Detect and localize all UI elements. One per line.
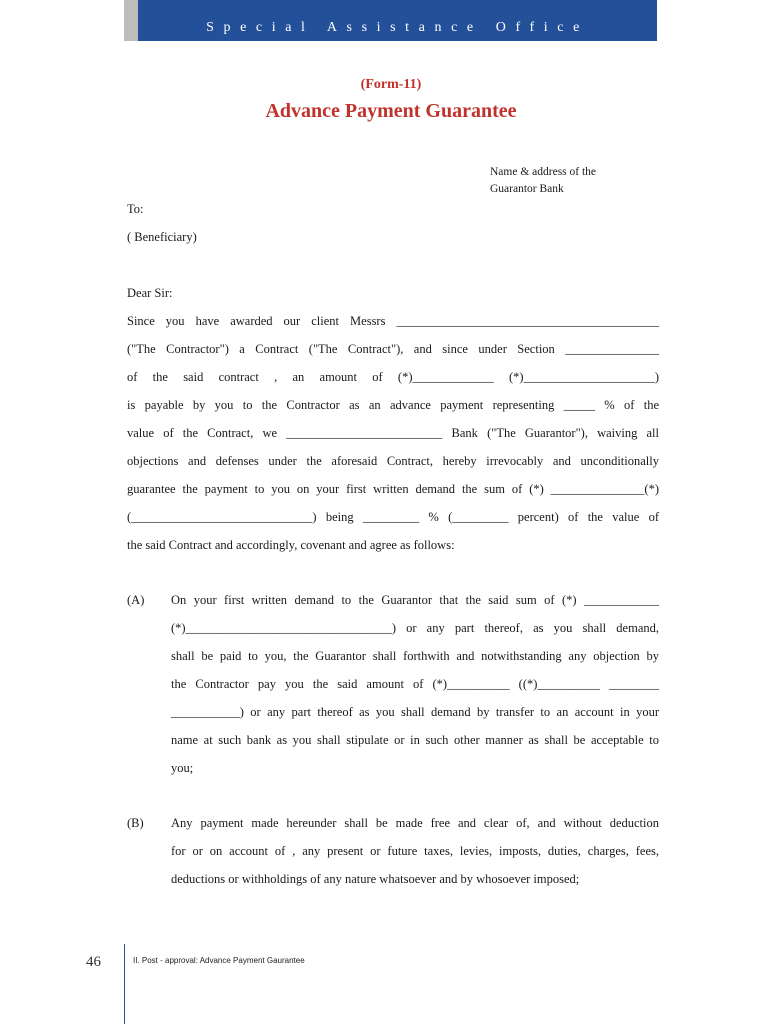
footer-section-title: II. Post - approval: Advance Payment Gaurantee	[133, 956, 305, 965]
to-label: To:	[127, 202, 144, 216]
header-band	[138, 0, 657, 41]
item-b-line: for or on account of , any present or future taxes, levies, imposts, duties, charges, fees,	[171, 844, 659, 858]
item-a-line: (*)_________________________________) or any part thereof, as you shall demand,	[171, 621, 659, 635]
footer-divider	[124, 944, 125, 1024]
item-b-line: deductions or withholdings of any nature whatsoever and by whosoever imposed;	[171, 872, 580, 886]
body-line: ("The Contractor") a Contract ("The Contract"), and since under Section _______________	[127, 342, 659, 356]
item-a-line: ___________) or any part thereof as you shall demand by transfer to an account in your	[171, 705, 659, 719]
body-line: of the said contract , an amount of (*)_____________ (*)_____________________)	[127, 370, 659, 384]
item-a-label: (A)	[127, 593, 145, 607]
guarantor-bank-address	[490, 164, 660, 198]
body-line: objections and defenses under the aforesaid Contract, hereby irrevocably and unconditionally	[127, 454, 659, 468]
form-number: (Form-11)	[360, 77, 422, 92]
item-a-line: shall be paid to you, the Guarantor shall forthwith and notwithstanding any objection by	[171, 649, 659, 663]
document-title: Advance Payment Guarantee	[265, 100, 517, 122]
body-line: guarantee the payment to you on your first written demand the sum of (*) _______________(*)	[127, 482, 659, 496]
body-line: the said Contract and accordingly, covenant and agree as follows:	[127, 538, 455, 552]
bank-address-line-1: Name & address of the	[490, 166, 597, 178]
item-a-line: you;	[171, 761, 194, 775]
page-number: 46	[86, 954, 101, 970]
body-line: Since you have awarded our client Messrs __________________________________________	[127, 314, 659, 328]
item-a-line: the Contractor pay you the said amount of (*)__________ ((*)__________ ________	[171, 677, 659, 691]
body-line: (_____________________________) being _________ % (_________ percent) of the value of	[127, 510, 659, 524]
office-name: Special Assistance Office	[206, 19, 589, 35]
body-line: is payable by you to the Contractor as an advance payment representing _____ % of the	[127, 398, 659, 412]
item-b-line: Any payment made hereunder shall be made free and clear of, and without deduction	[171, 816, 659, 830]
header-gray-tab	[124, 0, 138, 41]
body-line: value of the Contract, we _________________________ Bank ("The Guarantor"), waiving all	[127, 426, 659, 440]
item-a-line: name at such bank as you shall stipulate or in such other manner as shall be acceptable to	[171, 733, 659, 747]
beneficiary-label: ( Beneficiary)	[127, 230, 197, 244]
item-b-label: (B)	[127, 816, 144, 830]
bank-address-line-2: Guarantor Bank	[490, 183, 564, 195]
item-a-line: On your first written demand to the Guarantor that the said sum of (*) ____________	[171, 593, 659, 607]
salutation: Dear Sir:	[127, 286, 173, 300]
